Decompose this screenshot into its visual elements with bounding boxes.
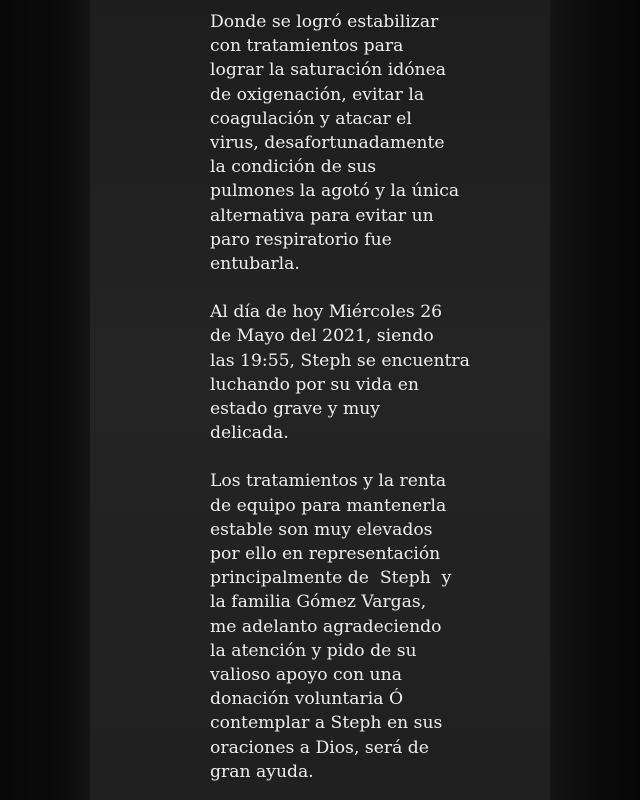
text-line: Al día de hoy Miércoles 26 [210, 302, 443, 323]
text-line: la condición de sus [210, 157, 377, 178]
text-line: gran ayuda. [210, 761, 314, 782]
text-line: Donde se logró estabilizar [210, 12, 439, 32]
text-line: entubarla. [210, 254, 300, 275]
text-line: paro respiratorio fue [210, 229, 392, 250]
text-line: alternativa para evitar un [210, 205, 434, 226]
text-line: coagulación y atacar el [210, 108, 412, 129]
story-text-block [210, 10, 550, 800]
text-line: valioso apoyo con una [210, 665, 402, 686]
text-line: con tratamientos para [210, 36, 404, 57]
text-line: la atención y pido de su [210, 640, 417, 661]
paragraph-support-request [210, 469, 550, 784]
text-line: Los tratamientos y la renta [210, 471, 447, 492]
text-line: las 19:55, Steph se encuentra [210, 350, 470, 371]
text-line: me adelanto agradeciendo [210, 616, 442, 637]
text-line: oraciones a Dios, será de [210, 737, 429, 758]
paragraph-current-status [210, 300, 550, 445]
text-line: luchando por su vida en [210, 374, 419, 395]
text-line: estable son muy elevados [210, 519, 433, 540]
text-line: pulmones la agotó y la única [210, 181, 460, 202]
text-line: virus, desafortunadamente [210, 133, 445, 154]
text-line: de oxigenación, evitar la [210, 84, 425, 105]
text-line: por ello en representación [210, 544, 441, 565]
text-line: delicada. [210, 423, 289, 444]
text-line: de equipo para mantenerla [210, 495, 447, 516]
text-line: donación voluntaria Ó [210, 689, 404, 710]
paragraph-stabilization [210, 10, 550, 276]
text-line: de Mayo del 2021, siendo [210, 326, 434, 347]
text-line: estado grave y muy [210, 399, 381, 420]
text-line: la familia Gómez Vargas, [210, 592, 427, 613]
text-line: contemplar a Steph en sus [210, 713, 443, 734]
text-line: principalmente de Steph y [210, 568, 452, 589]
text-line: lograr la saturación idónea [210, 60, 447, 81]
